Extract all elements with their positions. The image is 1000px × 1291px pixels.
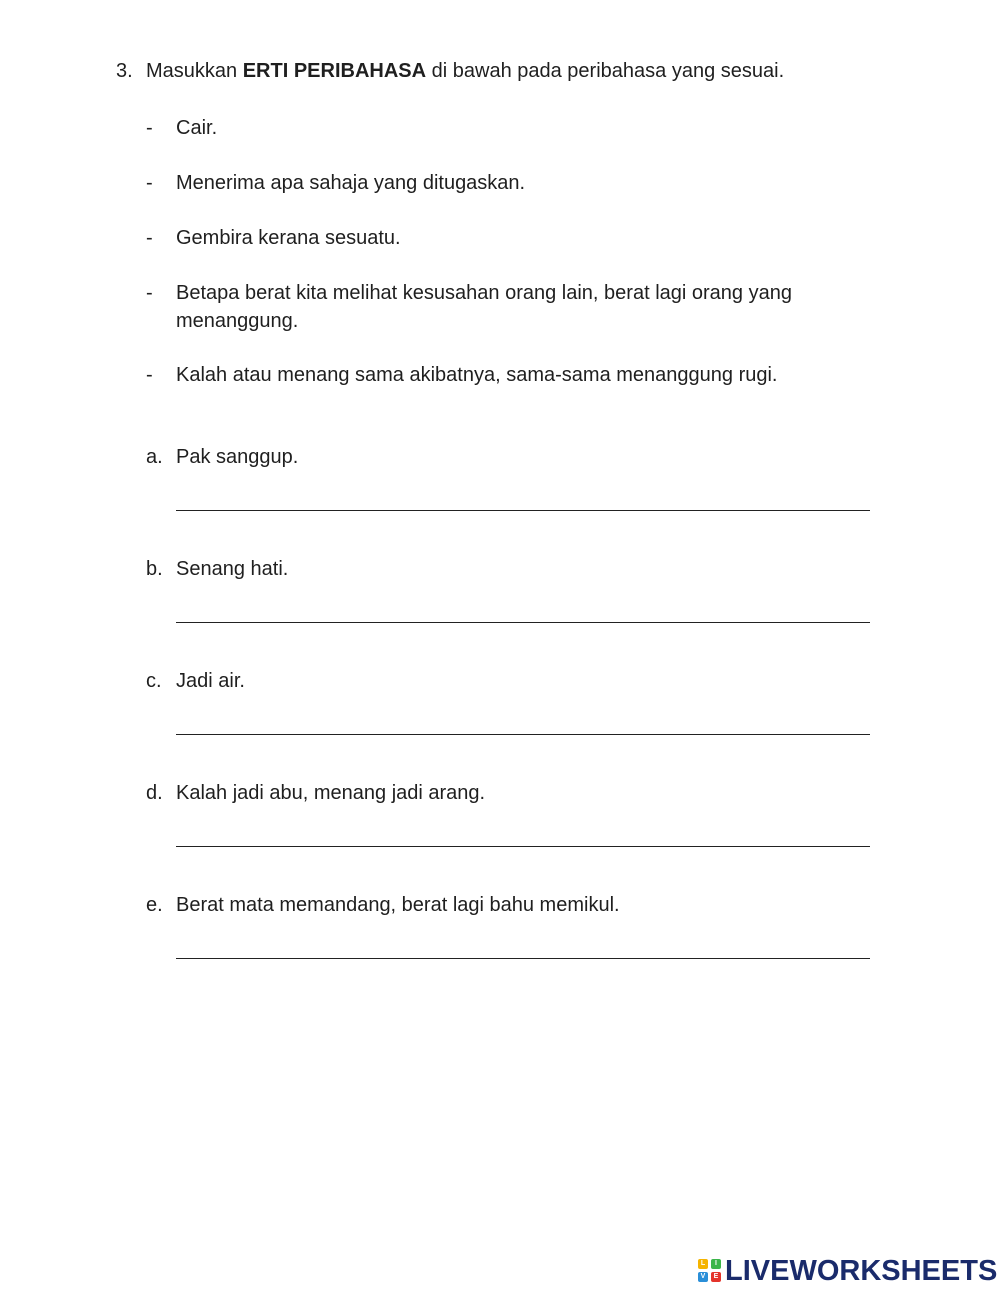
meaning-option	[146, 224, 866, 252]
answer-line-c[interactable]	[176, 734, 870, 735]
answer-line-b[interactable]	[176, 622, 870, 623]
proverb-item	[146, 558, 288, 581]
answer-line-d[interactable]	[176, 846, 870, 847]
question-suffix: di bawah pada peribahasa yang sesuai.	[431, 60, 785, 82]
proverb-item	[146, 782, 485, 805]
option-text: Gembira kerana sesuatu.	[176, 227, 401, 249]
meaning-option	[146, 114, 866, 142]
proverb-text: Jadi air.	[176, 670, 245, 692]
logo-blocks-icon: L I V E	[698, 1259, 722, 1283]
proverb-text: Pak sanggup.	[176, 446, 299, 468]
option-dash: -	[146, 227, 153, 249]
option-text: Kalah atau menang sama akibatnya, sama-sama menanggung rugi.	[176, 364, 778, 386]
question-bold-term: ERTI PERIBAHASA	[242, 60, 427, 82]
proverb-item	[146, 446, 298, 469]
proverb-item	[146, 670, 245, 693]
question-instruction	[116, 60, 784, 83]
item-letter: a.	[146, 446, 163, 468]
meaning-option	[146, 279, 866, 335]
meaning-option	[146, 169, 866, 197]
proverb-text: Kalah jadi abu, menang jadi arang.	[176, 782, 486, 804]
proverb-item	[146, 894, 620, 917]
item-letter: d.	[146, 782, 163, 804]
item-letter: c.	[146, 670, 162, 692]
option-text: Cair.	[176, 117, 218, 139]
option-dash: -	[146, 364, 153, 386]
item-letter: e.	[146, 894, 163, 916]
option-dash: -	[146, 282, 153, 304]
option-dash: -	[146, 172, 153, 194]
logo-text: LIVEWORKSHEETS	[725, 1254, 998, 1287]
option-dash: -	[146, 117, 153, 139]
item-letter: b.	[146, 558, 163, 580]
meaning-option	[146, 361, 866, 389]
proverb-text: Berat mata memandang, berat lagi bahu memikul.	[176, 894, 620, 916]
answer-line-a[interactable]	[176, 510, 870, 511]
liveworksheets-logo	[698, 1255, 997, 1287]
option-text: Betapa berat kita melihat kesusahan orang lain, berat lagi orang yang menanggung.	[176, 282, 792, 332]
question-number: 3.	[116, 60, 133, 82]
option-text: Menerima apa sahaja yang ditugaskan.	[176, 172, 526, 194]
answer-line-e[interactable]	[176, 958, 870, 959]
proverb-text: Senang hati.	[176, 558, 289, 580]
question-prefix: Masukkan	[146, 60, 238, 82]
